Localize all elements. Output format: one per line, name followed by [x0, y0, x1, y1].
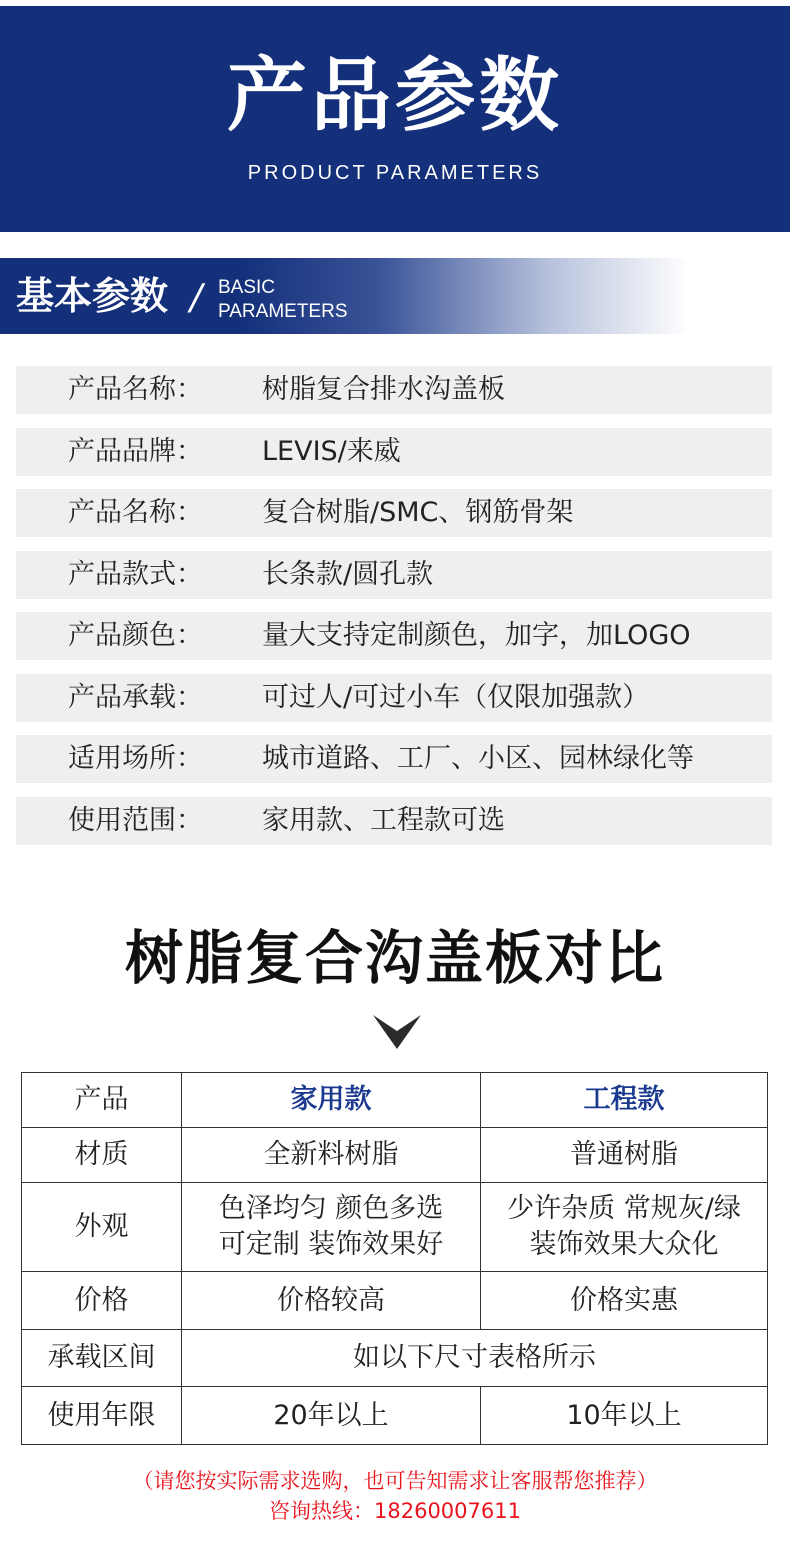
- table-row: [22, 1330, 768, 1387]
- param-row: [16, 674, 772, 722]
- table-cell: 材质: [22, 1128, 182, 1183]
- param-row: [16, 428, 772, 476]
- param-label: 产品名称：: [68, 497, 203, 528]
- table-cell: [182, 1183, 481, 1272]
- cell-line: 色泽均匀 颜色多选: [218, 1193, 444, 1224]
- param-value: 城市道路、工厂、小区、园林绿化等: [262, 743, 694, 774]
- page-subtitle: PRODUCT PARAMETERS: [247, 162, 543, 184]
- cell-line: 少许杂质 常规灰/绿: [507, 1193, 741, 1224]
- table-cell: 使用年限: [22, 1387, 182, 1445]
- table-header-engineering: 工程款: [481, 1073, 768, 1128]
- param-row: [16, 551, 772, 599]
- param-row: [16, 612, 772, 660]
- comparison-title: 树脂复合沟盖板对比: [124, 924, 665, 992]
- cell-line: 可定制 装饰效果好: [218, 1229, 444, 1260]
- table-row: [22, 1387, 768, 1445]
- note-line: （请您按实际需求选购，也可告知需求让客服帮您推荐）: [132, 1469, 658, 1493]
- comparison-table: [21, 1072, 768, 1445]
- param-row: [16, 366, 772, 414]
- param-value: 可过人/可过小车（仅限加强款）: [262, 681, 650, 713]
- param-value: LEVIS/来威: [262, 435, 401, 467]
- table-cell: 10年以上: [481, 1387, 768, 1445]
- cell-line: 装饰效果大众化: [529, 1229, 719, 1260]
- table-row-header: [22, 1073, 768, 1128]
- section-header-basic-params: [0, 258, 690, 334]
- table-cell: 价格: [22, 1272, 182, 1330]
- table-cell-merged: 如以下尺寸表格所示: [182, 1330, 768, 1387]
- param-label: 适用场所：: [68, 743, 203, 774]
- param-label: 使用范围：: [68, 804, 203, 836]
- param-row: [16, 735, 772, 783]
- footer-note: [0, 1466, 790, 1526]
- table-cell: 外观: [22, 1183, 182, 1272]
- page-title: 产品参数: [227, 49, 563, 142]
- param-row: [16, 489, 772, 537]
- param-list: [16, 366, 772, 858]
- table-cell: 承载区间: [22, 1330, 182, 1387]
- table-row: [22, 1183, 768, 1272]
- table-header-home: 家用款: [182, 1073, 481, 1128]
- param-value: 树脂复合排水沟盖板: [262, 374, 505, 405]
- chevron-down-icon: [373, 1015, 421, 1049]
- section-slash: /: [190, 277, 203, 318]
- hotline: 咨询热线：18260007611: [269, 1499, 521, 1523]
- param-label: 产品颜色：: [68, 620, 203, 651]
- table-row: [22, 1128, 768, 1183]
- param-row: [16, 797, 772, 845]
- section-title-cn: 基本参数: [16, 274, 169, 318]
- param-label: 产品款式：: [68, 558, 203, 590]
- param-label: 产品品牌：: [68, 435, 203, 467]
- param-label: 产品名称：: [68, 374, 203, 405]
- section-title-en-line2: PARAMETERS: [218, 301, 348, 322]
- table-cell: [481, 1183, 768, 1272]
- table-cell: 价格实惠: [481, 1272, 768, 1330]
- section-title-en: [218, 276, 348, 324]
- param-value: 复合树脂/SMC、钢筋骨架: [262, 497, 574, 528]
- param-value: 量大支持定制颜色，加字，加LOGO: [262, 620, 691, 651]
- param-value: 家用款、工程款可选: [262, 804, 505, 836]
- table-cell: 价格较高: [182, 1272, 481, 1330]
- param-value: 长条款/圆孔款: [262, 558, 434, 590]
- table-cell: 全新料树脂: [182, 1128, 481, 1183]
- hero-banner: [0, 6, 790, 232]
- table-cell: 产品: [22, 1073, 182, 1128]
- param-label: 产品承载：: [68, 681, 203, 713]
- table-cell: 20年以上: [182, 1387, 481, 1445]
- table-row: [22, 1272, 768, 1330]
- table-cell: 普通树脂: [481, 1128, 768, 1183]
- section-title-en-line1: BASIC: [218, 277, 276, 298]
